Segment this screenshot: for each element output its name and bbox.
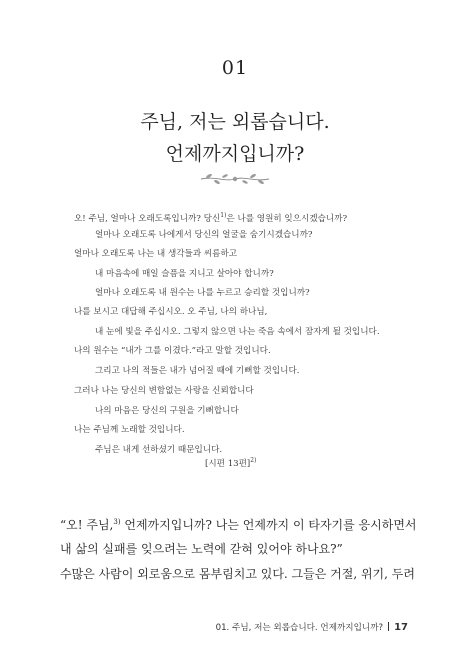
leaf-vine-ornament-icon — [195, 171, 275, 187]
body-text-line: 내 삶의 실패를 잊으려는 노력에 갇혀 있어야 하나요?” — [60, 542, 343, 556]
poem-line: 나는 주님께 노래할 것입니다. — [74, 425, 185, 436]
poem-line: 주님은 내게 선하셨기 때문입니다. — [95, 444, 223, 455]
footnote-marker: 1) — [220, 212, 227, 219]
running-title: 01. 주님, 저는 외롭습니다. 언제까지입니까? — [215, 623, 384, 633]
poem-stanza-2 — [74, 302, 414, 380]
footnote-marker: 2) — [250, 457, 257, 464]
poem-source-citation: [시편 13편]$^{2)}$ — [205, 457, 257, 469]
poem-line: 오! 주님, 얼마나 오래도록입니까? 당신$^{1)}$은 나를 영원히 잊으시겠습니까? — [74, 212, 348, 224]
poem-line: 나의 마음은 당신의 구원을 기뻐합니다 — [95, 405, 239, 416]
poem-line: 내 눈에 빛을 주십시오. 그렇지 않으면 나는 죽음 속에서 잠자게 될 것입니다. — [95, 326, 380, 337]
chapter-number: 01 — [221, 57, 249, 79]
body-text-line: 수많은 사람이 외로움으로 몸부림치고 있다. 그들은 거절, 위기, 두려 — [60, 567, 415, 581]
poem-stanza-1 — [74, 205, 414, 303]
poem-line: 얼마나 오래도록 나에게서 당신의 얼굴을 숨기시겠습니까? — [95, 229, 313, 240]
poem-stanza-3 — [74, 381, 414, 459]
poem-line: 나를 보시고 대답해 주십시오. 오 주님, 나의 하나님, — [74, 307, 268, 317]
poem-line: 얼마나 오래도록 내 원수는 나를 누르고 승리할 것입니까? — [95, 288, 310, 299]
poem-line: 나의 원수는 “내가 그를 이겼다.”라고 말할 것입니다. — [74, 346, 271, 357]
footer-divider — [388, 622, 389, 631]
body-text-line: “오! 주님,$^{3)}$ 언제까지입니까? 나는 언제까지 이 타자기를 응시하면서 — [60, 518, 417, 532]
poem-line: 얼마나 오래도록 나는 내 생각들과 씨름하고 — [74, 249, 238, 260]
page-footer — [216, 621, 408, 633]
footnote-marker: 3) — [113, 518, 121, 526]
poem-line: 그리고 나의 적들은 내가 넘어질 때에 기뻐할 것입니다. — [95, 365, 300, 376]
chapter-title-line-2: 언제까지입니까? — [165, 143, 305, 165]
chapter-title-line-1: 주님, 저는 외롭습니다. — [140, 111, 330, 133]
poem-line: 내 마음속에 매일 슬픔을 지니고 살아야 합니까? — [95, 268, 274, 279]
poem-line: 그러나 나는 당신의 변함없는 사랑을 신뢰합니다 — [74, 386, 254, 396]
page-number: 17 — [394, 622, 408, 633]
